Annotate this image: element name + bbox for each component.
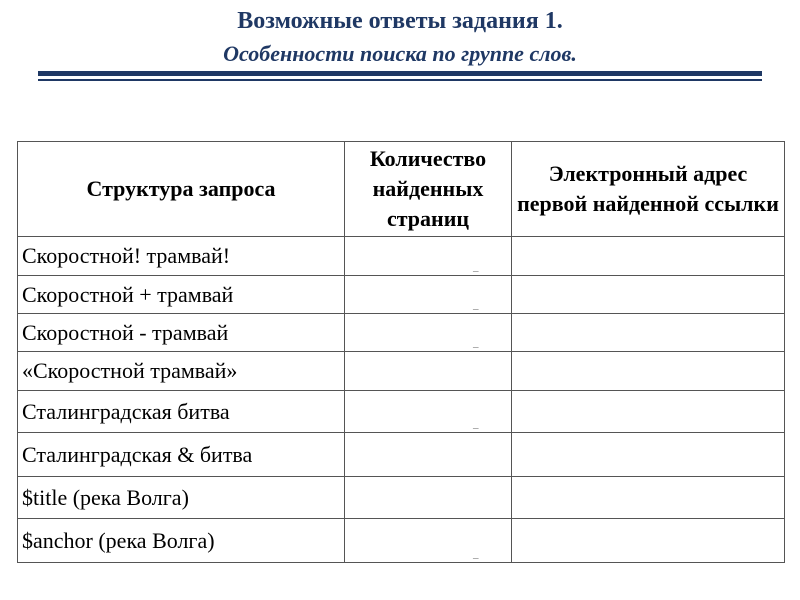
title-rule-thick bbox=[38, 71, 762, 76]
address-cell[interactable] bbox=[512, 519, 785, 563]
address-cell[interactable] bbox=[512, 314, 785, 352]
address-cell[interactable] bbox=[512, 237, 785, 276]
table-row bbox=[18, 276, 785, 314]
table-row bbox=[18, 352, 785, 391]
count-cell[interactable] bbox=[345, 276, 512, 314]
count-mark: _ bbox=[473, 418, 479, 430]
count-mark: _ bbox=[473, 261, 479, 273]
table-row bbox=[18, 237, 785, 276]
address-cell[interactable] bbox=[512, 433, 785, 477]
title-rule-thin bbox=[38, 79, 762, 81]
count-mark: _ bbox=[473, 299, 479, 311]
count-cell[interactable] bbox=[345, 314, 512, 352]
column-header-query: Структура запроса bbox=[18, 142, 345, 237]
count-mark: _ bbox=[473, 337, 479, 349]
query-cell: $anchor (река Волга) bbox=[18, 519, 345, 563]
table-row bbox=[18, 519, 785, 563]
count-cell[interactable] bbox=[345, 433, 512, 477]
query-cell: Скоростной - трамвай bbox=[18, 314, 345, 352]
address-cell[interactable] bbox=[512, 391, 785, 433]
query-results-table bbox=[17, 141, 785, 563]
query-cell: «Скоростной трамвай» bbox=[18, 352, 345, 391]
slide-subtitle: Особенности поиска по группе слов. bbox=[223, 41, 577, 66]
query-cell: Скоростной! трамвай! bbox=[18, 237, 345, 276]
query-cell: Скоростной + трамвай bbox=[18, 276, 345, 314]
query-cell: Сталинградская битва bbox=[18, 391, 345, 433]
address-cell[interactable] bbox=[512, 276, 785, 314]
count-cell[interactable] bbox=[345, 519, 512, 563]
count-mark: _ bbox=[473, 548, 479, 560]
address-cell[interactable] bbox=[512, 477, 785, 519]
table-row bbox=[18, 433, 785, 477]
table-row bbox=[18, 314, 785, 352]
address-cell[interactable] bbox=[512, 352, 785, 391]
query-cell: Сталинградская & битва bbox=[18, 433, 345, 477]
query-cell: $title (река Волга) bbox=[18, 477, 345, 519]
column-header-count: Количество найденных страниц bbox=[345, 142, 512, 237]
count-cell[interactable] bbox=[345, 352, 512, 391]
table-row bbox=[18, 391, 785, 433]
column-header-address: Электронный адрес первой найденной ссылки bbox=[512, 142, 785, 237]
count-cell[interactable] bbox=[345, 237, 512, 276]
count-cell[interactable] bbox=[345, 477, 512, 519]
slide-title: Возможные ответы задания 1. bbox=[237, 8, 563, 34]
table-row bbox=[18, 477, 785, 519]
table-header-row bbox=[18, 142, 785, 237]
count-cell[interactable] bbox=[345, 391, 512, 433]
